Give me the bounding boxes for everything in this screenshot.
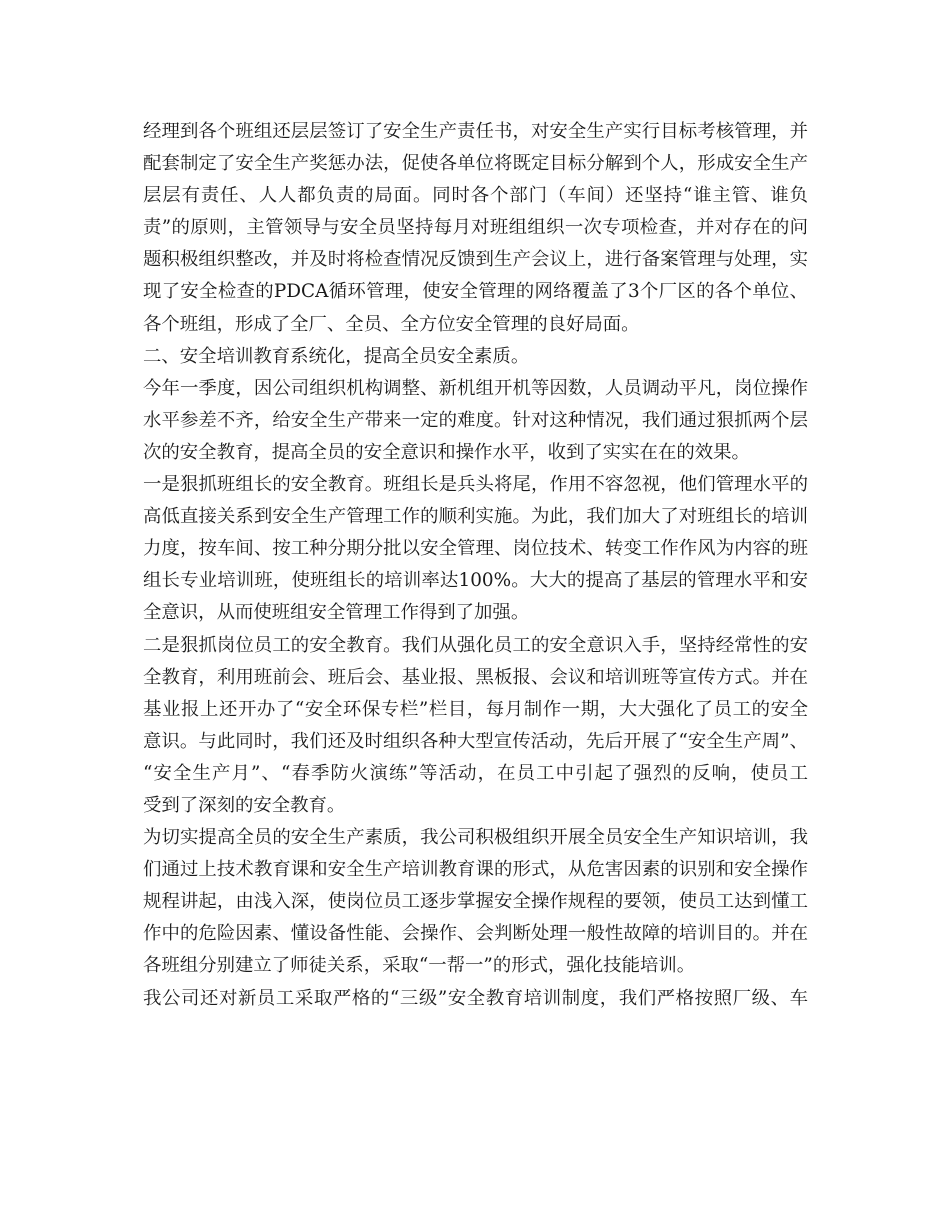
- text-line: 各个班组，形成了全厂、全员、全方位安全管理的良好局面。: [143, 313, 640, 335]
- text-line: 全教育，利用班前会、班后会、基业报、黑板报、会议和培训班等宣传方式。并在: [143, 666, 808, 688]
- text-line: 二是狠抓岗位员工的安全教育。我们从强化员工的安全意识入手，坚持经常性的安: [143, 634, 808, 656]
- text-line: 规程讲起，由浅入深，使岗位员工逐步掌握安全操作规程的要领，使员工达到懂工: [143, 891, 808, 913]
- text-line: 一是狠抓班组长的安全教育。班组长是兵头将尾，作用不容忽视，他们管理水平的: [143, 474, 808, 496]
- text-line: 各班组分别建立了师徒关系，采取“一帮一”的形式，强化技能培训。: [143, 955, 696, 977]
- text-line: 题积极组织整改，并及时将检查情况反馈到生产会议上，进行备案管理与处理，实: [143, 249, 808, 271]
- text-line: 们通过上技术教育课和安全生产培训教育课的形式，从危害因素的识别和安全操作: [143, 859, 808, 881]
- text-line: 组长专业培训班，使班组长的培训率达100%。大大的提高了基层的管理水平和安: [143, 570, 808, 592]
- section-heading: 二、安全培训教育系统化，提高全员安全素质。: [143, 345, 530, 367]
- text-line: 力度，按车间、按工种分期分批以安全管理、岗位技术、转变工作作风为内容的班: [143, 538, 808, 560]
- text-line: 层层有责任、人人都负责的局面。同时各个部门（车间）还坚持“谁主管、谁负: [143, 185, 808, 207]
- text-line: 作中的危险因素、懂设备性能、会操作、会判断处理一般性故障的培训目的。并在: [143, 923, 808, 945]
- document-body: [143, 116, 808, 1015]
- text-line: 我公司还对新员工采取严格的“三级”安全教育培训制度，我们严格按照厂级、车: [143, 987, 808, 1009]
- text-line: 水平参差不齐，给安全生产带来一定的难度。针对这种情况，我们通过狠抓两个层: [143, 409, 808, 431]
- text-line: 责”的原则，主管领导与安全员坚持每月对班组组织一次专项检查，并对存在的问: [143, 217, 808, 239]
- text-line: 意识。与此同时，我们还及时组织各种大型宣传活动，先后开展了“安全生产周”、: [143, 730, 808, 752]
- text-line: 今年一季度，因公司组织机构调整、新机组开机等因数，人员调动平凡，岗位操作: [143, 377, 808, 399]
- text-line: 全意识，从而使班组安全管理工作得到了加强。: [143, 602, 530, 624]
- text-line: “安全生产月”、“春季防火演练”等活动，在员工中引起了强烈的反响，使员工: [143, 762, 808, 784]
- text-line: 高低直接关系到安全生产管理工作的顺利实施。为此，我们加大了对班组长的培训: [143, 506, 808, 528]
- text-line: 配套制定了安全生产奖惩办法，促使各单位将既定目标分解到个人，形成安全生产: [143, 153, 808, 175]
- text-line: 基业报上还开办了“安全环保专栏”栏目，每月制作一期，大大强化了员工的安全: [143, 698, 808, 720]
- text-line: 受到了深刻的安全教育。: [143, 794, 346, 816]
- text-line: 现了安全检查的PDCA循环管理，使安全管理的网络覆盖了3个厂区的各个单位、: [143, 281, 808, 303]
- text-line: 次的安全教育，提高全员的安全意识和操作水平，收到了实实在在的效果。: [143, 441, 750, 463]
- text-line: 经理到各个班组还层层签订了安全生产责任书，对安全生产实行目标考核管理，并: [143, 121, 808, 142]
- text-line: 为切实提高全员的安全生产素质，我公司积极组织开展全员安全生产知识培训，我: [143, 827, 808, 849]
